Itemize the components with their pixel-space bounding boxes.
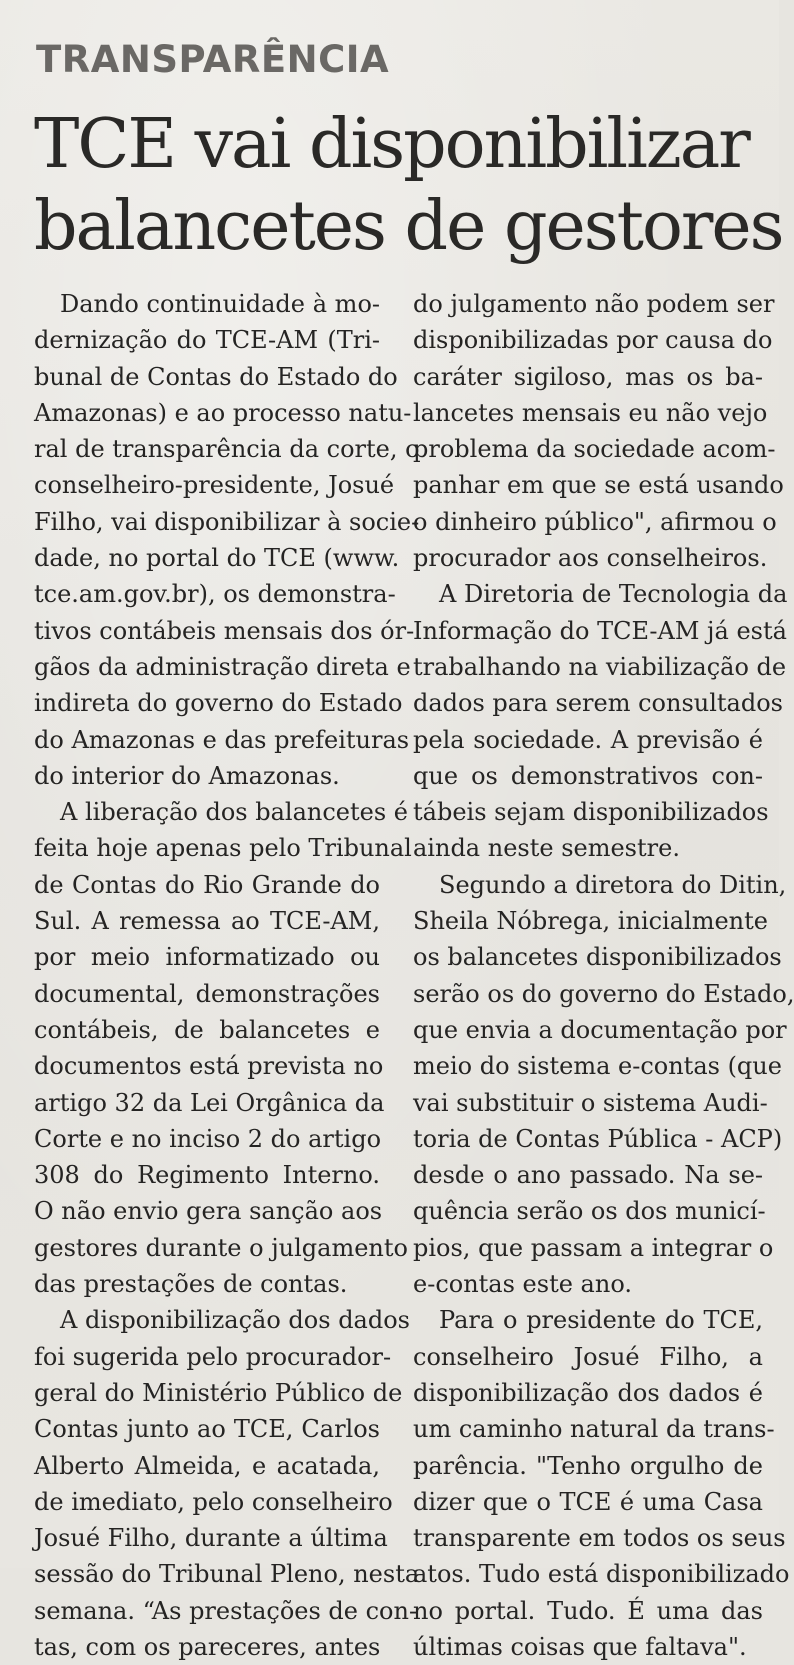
article-text-line: procurador aos conselheiros. xyxy=(413,544,768,573)
article-text-line: contábeis, de balancetes e xyxy=(34,1015,380,1044)
article-text-line: Sul. A remessa ao TCE-AM, xyxy=(34,907,380,936)
article-text-line: transparente em todos os seus xyxy=(413,1524,786,1553)
article-text-line: que os demonstrativos con- xyxy=(413,761,763,790)
article-text-line: dados para serem consultados xyxy=(413,689,783,718)
article-text-line: Informação do TCE-AM já está xyxy=(413,616,787,645)
article-text-line: do Amazonas e das prefeituras xyxy=(34,725,410,754)
article-text-line: indireta do governo do Estado xyxy=(34,689,403,718)
article-text-line: o dinheiro público", afirmou o xyxy=(413,507,777,536)
article-text-line: últimas coisas que faltava". xyxy=(413,1632,747,1661)
article-text-line: toria de Contas Pública - ACP) xyxy=(413,1124,783,1153)
article-text-line: Filho, vai disponibilizar à socie- xyxy=(34,507,420,536)
article-text-line: vai substituir o sistema Audi- xyxy=(413,1088,768,1117)
article-text-line: Josué Filho, durante a última xyxy=(34,1524,388,1553)
article-text-line: problema da sociedade acom- xyxy=(413,435,776,464)
article-text-line: no portal. Tudo. É uma das xyxy=(413,1596,763,1625)
article-text-line: gestores durante o julgamento xyxy=(34,1233,408,1262)
article-text-line: artigo 32 da Lei Orgânica da xyxy=(34,1088,385,1117)
article-text-line: pios, que passam a integrar o xyxy=(413,1233,774,1262)
article-text-line: feita hoje apenas pelo Tribunal xyxy=(34,834,412,863)
article-text-line: meio do sistema e-contas (que xyxy=(413,1052,782,1081)
section-kicker: TRANSPARÊNCIA xyxy=(36,38,390,81)
headline-line-2: balancetes de gestores xyxy=(34,187,783,266)
headline-line-1: TCE vai disponibilizar xyxy=(34,105,749,184)
article-text-line: tce.am.gov.br), os demonstra- xyxy=(34,580,396,609)
article-text-line: A liberação dos balancetes é xyxy=(60,798,408,827)
article-text-line: atos. Tudo está disponibilizado xyxy=(413,1560,790,1589)
article-text-line: A disponibilização dos dados xyxy=(60,1306,410,1335)
article-text-line: por meio informatizado ou xyxy=(34,943,380,972)
article-text-line: geral do Ministério Público de xyxy=(34,1378,403,1407)
article-text-line: 308 do Regimento Interno. xyxy=(34,1161,380,1190)
article-column-left xyxy=(34,286,420,1665)
article-text-line: de Contas do Rio Grande do xyxy=(34,870,380,899)
article-text-line: tábeis sejam disponibilizados xyxy=(413,798,769,827)
article-text-line: foi sugerida pelo procurador- xyxy=(34,1342,392,1371)
headline xyxy=(34,104,783,268)
article-text-line: A Diretoria de Tecnologia da xyxy=(439,580,788,609)
article-text-line: do julgamento não podem ser xyxy=(413,290,775,318)
article-text-line: serão os do governo do Estado, xyxy=(413,979,794,1008)
article-text-line: tivos contábeis mensais dos ór- xyxy=(34,616,415,645)
article-text-line: Sheila Nóbrega, inicialmente xyxy=(413,907,768,936)
article-text-line: ral de transparência da corte, o xyxy=(34,435,420,464)
article-text-line: dernização do TCE-AM (Tri- xyxy=(34,326,380,355)
article-text-line: pela sociedade. A previsão é xyxy=(413,725,763,754)
article-text-line: Dando continuidade à mo- xyxy=(60,290,380,318)
article-text-line: Amazonas) e ao processo natu- xyxy=(34,398,412,427)
article-text-line: dizer que o TCE é uma Casa xyxy=(413,1487,763,1516)
article-text-line: ainda neste semestre. xyxy=(413,834,680,863)
article-text-line: de imediato, pelo conselheiro xyxy=(34,1487,393,1516)
article-text-line: disponibilização dos dados é xyxy=(413,1378,763,1407)
article-text-line: semana. “As prestações de con- xyxy=(34,1596,418,1625)
article-text-line: sessão do Tribunal Pleno, nesta xyxy=(34,1560,420,1589)
article-text-line: dade, no portal do TCE (www. xyxy=(34,544,400,573)
article-text-line: bunal de Contas do Estado do xyxy=(34,362,398,391)
article-text-line: Corte e no inciso 2 do artigo xyxy=(34,1124,382,1153)
article-text-line: do interior do Amazonas. xyxy=(34,761,340,790)
article-text-line: conselheiro Josué Filho, a xyxy=(413,1342,763,1371)
article-text-line: Para o presidente do TCE, xyxy=(439,1306,763,1335)
article-text-line: gãos da administração direta e xyxy=(34,652,411,681)
article-text-line: conselheiro-presidente, Josué xyxy=(34,471,395,500)
article-text-line: Segundo a diretora do Ditin, xyxy=(439,870,787,899)
article-text-line: parência. "Tenho orgulho de xyxy=(413,1451,763,1480)
article-text-line: O não envio gera sanção aos xyxy=(34,1197,383,1226)
article-text-line: disponibilizadas por causa do xyxy=(413,326,773,355)
article-text-line: e-contas este ano. xyxy=(413,1270,632,1299)
article-text-line: os balancetes disponibilizados xyxy=(413,943,782,972)
article-text-line: das prestações de contas. xyxy=(34,1270,348,1299)
article-text-line: documentos está prevista no xyxy=(34,1052,384,1081)
article-text-line: lancetes mensais eu não vejo xyxy=(413,398,768,427)
article-text-line: trabalhando na viabilização de xyxy=(413,652,787,681)
article-text-line: que envia a documentação por xyxy=(413,1015,787,1044)
article-text-line: Alberto Almeida, e acatada, xyxy=(34,1451,380,1480)
article-text-line: um caminho natural da trans- xyxy=(413,1415,775,1444)
article-text-line: documental, demonstrações xyxy=(34,979,380,1008)
article-text-line: panhar em que se está usando xyxy=(413,471,784,500)
article-text-line: quência serão os dos municí- xyxy=(413,1197,766,1226)
article-text-line: desde o ano passado. Na se- xyxy=(413,1161,763,1190)
article-text-line: tas, com os pareceres, antes xyxy=(34,1632,381,1661)
article-column-right xyxy=(413,286,794,1665)
article-text-line: Contas junto ao TCE, Carlos xyxy=(34,1415,380,1444)
article-text-line: caráter sigiloso, mas os ba- xyxy=(413,362,763,391)
